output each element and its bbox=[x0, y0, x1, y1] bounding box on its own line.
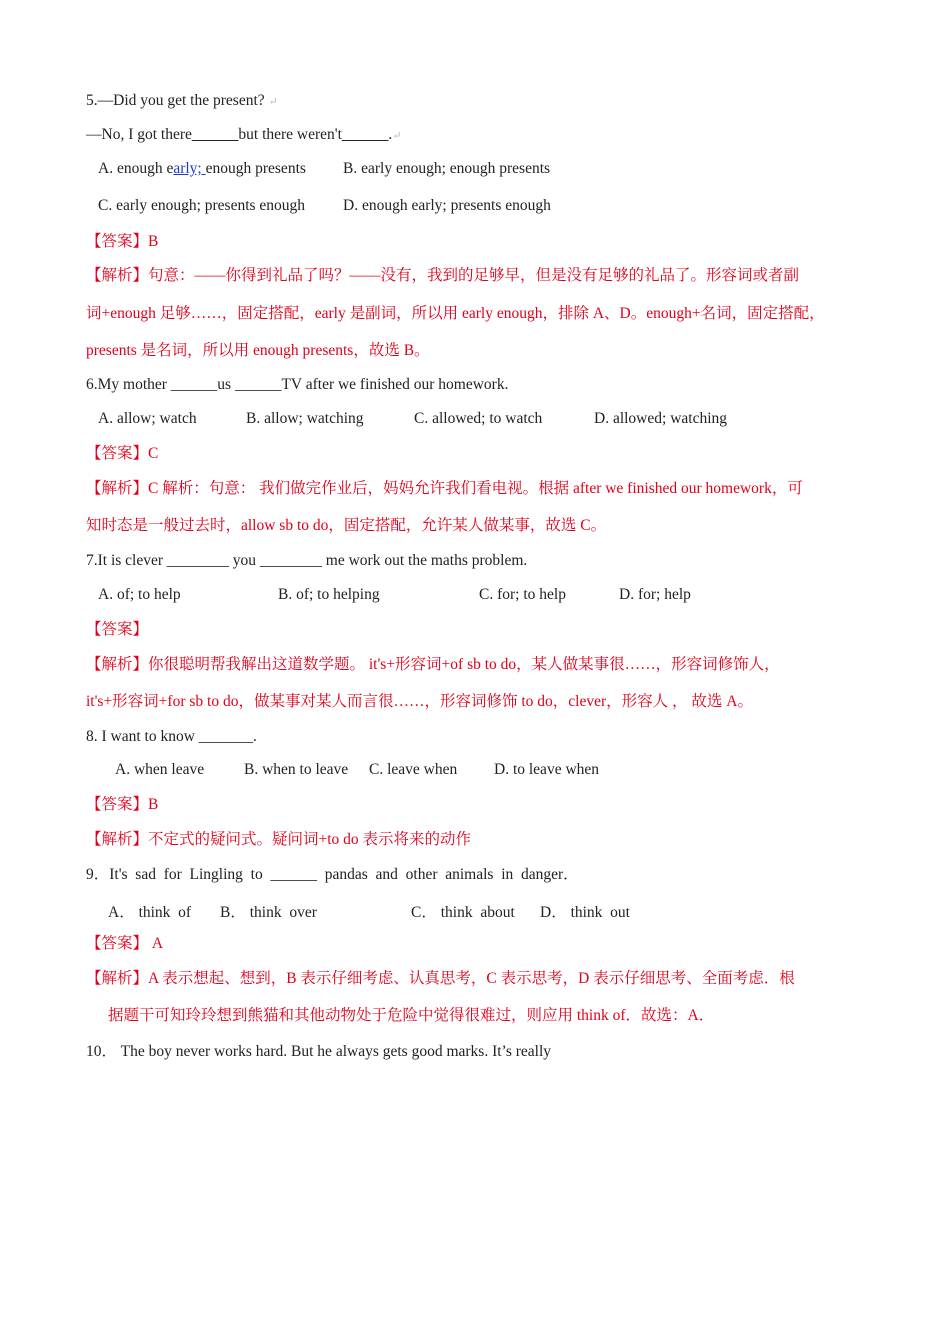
q6-option-d: D. allowed; watching bbox=[594, 410, 728, 427]
q5-analysis-line3: presents 是名词，所以用 enough presents，故选 B。 bbox=[86, 342, 430, 359]
q7-answer: 【答案】 bbox=[86, 621, 149, 638]
q5-analysis-line1: 【解析】句意：——你得到礼品了吗？——没有，我到的足够早，但是没有足够的礼品了。形容词或者副 bbox=[86, 267, 800, 284]
q5-option-c: C. early enough; presents enough bbox=[98, 197, 306, 214]
blank: ______ bbox=[341, 126, 389, 143]
q7-analysis-line2: it's+形容词+for sb to do，做某事对某人而言很……，形容词修饰 to do，clever，形容人 ， 故选 A。 bbox=[86, 693, 753, 710]
q6-analysis-line1: 【解析】C 解析：句意： 我们做完作业后，妈妈允许我们看电视。根据 after we finished our homework，可 bbox=[86, 480, 803, 497]
q6-option-a: A. allow; watch bbox=[98, 410, 197, 427]
blank: ______ bbox=[191, 126, 239, 143]
q5-answer: 【答案】B bbox=[86, 233, 159, 250]
q5-stem: 5.—Did you get the present? ↵ bbox=[86, 92, 278, 109]
q9-analysis-line1: 【解析】A 表示想起、想到，B 表示仔细考虑、认真思考，C 表示思考，D 表示仔细思考、全面考虑．根 bbox=[86, 970, 795, 987]
q5-option-b: B. early enough; enough presents bbox=[343, 160, 551, 177]
q7-option-d: D. for; help bbox=[619, 586, 691, 603]
q9-analysis-line2: 据题干可知玲玲想到熊猫和其他动物处于危险中觉得很难过，则应用 think of．故选：A． bbox=[108, 1007, 715, 1024]
q9-answer: 【答案】 A bbox=[86, 935, 164, 952]
q6-analysis-line2: 知时态是一般过去时，allow sb to do，固定搭配，允许某人做某事，故选 C。 bbox=[86, 517, 607, 534]
q9-option-a: A． think of bbox=[108, 904, 192, 921]
q7-option-b: B. of; to helping bbox=[278, 586, 380, 603]
q8-option-c: C. leave when bbox=[369, 761, 458, 778]
q7-option-a: A. of; to help bbox=[98, 586, 181, 603]
q5-reply: —No, I got there______but there weren't______.↵ bbox=[86, 126, 402, 143]
q8-stem: 8. I want to know _______. bbox=[86, 728, 257, 745]
q7-analysis-line1: 【解析】你很聪明帮我解出这道数学题。 it's+形容词+of sb to do，某人做某事很……，形容词修饰人， bbox=[86, 656, 780, 673]
q8-option-a: A. when leave bbox=[115, 761, 205, 778]
q10-stem: 10． The boy never works hard. But he always gets good marks. It’s really bbox=[86, 1043, 552, 1060]
q5-option-a-link[interactable]: arly; bbox=[173, 160, 206, 177]
q9-stem: 9．It's sad for Lingling to ______ pandas and other animals in danger． bbox=[86, 866, 579, 883]
q6-option-c: C. allowed; to watch bbox=[414, 410, 543, 427]
paragraph-mark: ↵ bbox=[268, 96, 278, 108]
q9-option-b: B． think over bbox=[220, 904, 317, 921]
q8-answer: 【答案】B bbox=[86, 796, 159, 813]
q8-option-d: D. to leave when bbox=[494, 761, 600, 778]
q5-analysis-line2: 词+enough 足够……，固定搭配，early 是副词，所以用 early enough，排除 A、D。enough+名词，固定搭配， bbox=[86, 305, 825, 322]
q5-option-d: D. enough early; presents enough bbox=[343, 197, 551, 214]
q6-answer: 【答案】C bbox=[86, 445, 159, 462]
q5-option-a: A. enough early; enough presents bbox=[98, 160, 306, 177]
q6-stem: 6.My mother ______us ______TV after we finished our homework. bbox=[86, 376, 509, 393]
q9-option-d: D． think out bbox=[540, 904, 630, 921]
q8-analysis-line1: 【解析】不定式的疑问式。疑问词+to do 表示将来的动作 bbox=[86, 831, 472, 848]
q9-option-c: C． think about bbox=[411, 904, 515, 921]
q7-option-c: C. for; to help bbox=[479, 586, 566, 603]
q8-option-b: B. when to leave bbox=[244, 761, 349, 778]
q7-stem: 7.It is clever ________ you ________ me work out the maths problem. bbox=[86, 552, 528, 569]
q6-option-b: B. allow; watching bbox=[246, 410, 364, 427]
